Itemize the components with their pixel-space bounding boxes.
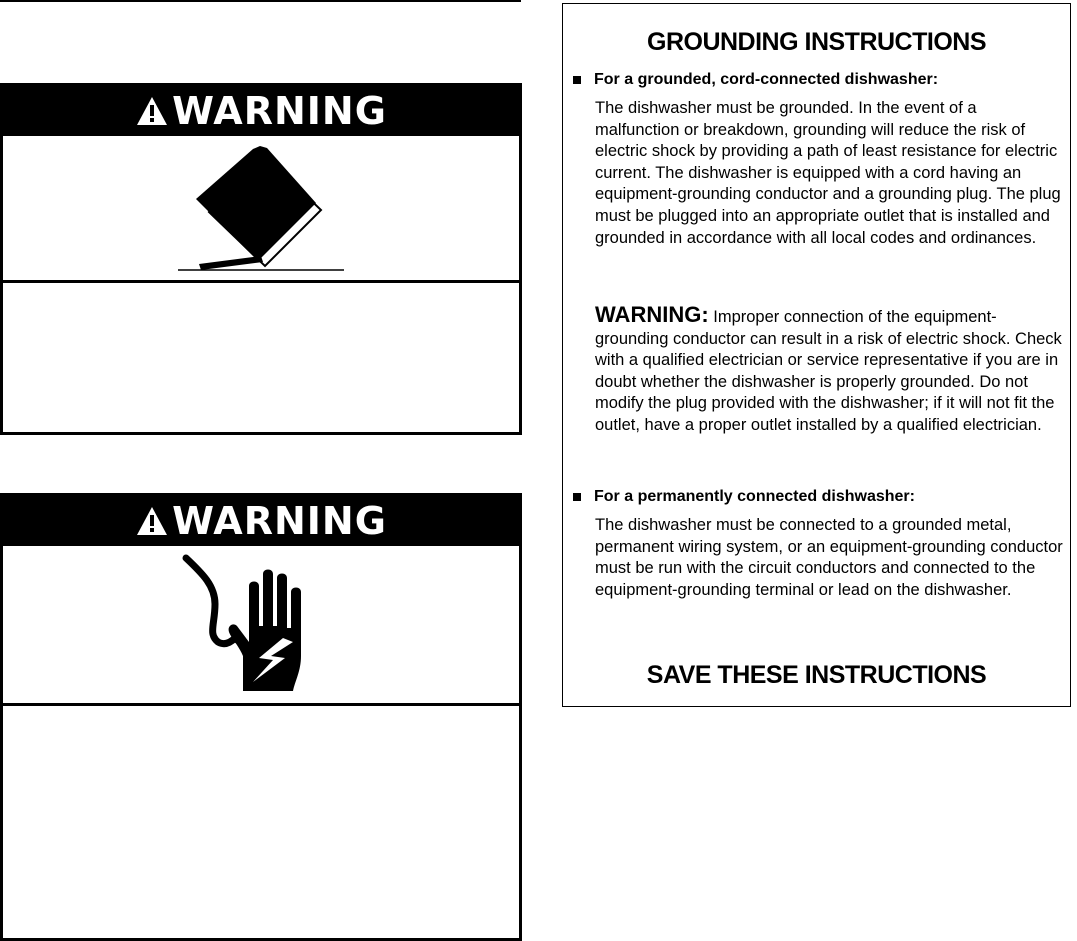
cord-connected-text: The dishwasher must be grounded. In the event of a malfunction or breakdown, grounding will reduce the risk of electric shock by providing a path of least resistance for electric current. The dishwasher is equipped with a cord having an equipment-grounding conductor and a grounding plug. The plug must be plugged into an appropriate outlet that is installed and grounded in accordance with all local codes and ordinances. <box>595 99 1061 247</box>
electric-shock-pictogram <box>3 546 519 706</box>
cord-connected-heading-text: For a grounded, cord-connected dishwasher: <box>594 71 939 88</box>
cord-connected-heading <box>573 71 938 89</box>
grounding-title: GROUNDING INSTRUCTIONS <box>647 28 986 56</box>
permanently-connected-heading-text: For a permanently connected dishwasher: <box>594 488 915 505</box>
alert-triangle-icon <box>135 505 169 537</box>
warning-signal-word: WARNING <box>172 89 387 133</box>
bullet-square-icon <box>573 76 581 84</box>
bullet-square-icon <box>573 493 581 501</box>
warning-header <box>3 86 519 136</box>
permanently-connected-heading <box>573 488 915 506</box>
grounding-warning-text: Improper connection of the equipment-grounding conductor can result in a risk of electric shock. Check with a qualified electrician or service representative if you are in doubt whether the dishwasher is properly grounded. Do not modify the plug provided with the dishwasher; if it will not fit the outlet, have a proper outlet installed by a qualified electrician. <box>595 308 1062 434</box>
grounding-warning-label: WARNING: <box>595 302 709 327</box>
warning-signal-word: WARNING <box>172 499 387 543</box>
permanently-connected-text: The dishwasher must be connected to a grounded metal, permanent wiring system, or an equipment-grounding conductor must be run with the circuit conductors and connected to the equipment-grounding terminal or lead on the dishwasher. <box>595 516 1063 599</box>
electric-shock-icon <box>3 546 519 703</box>
top-rule <box>0 0 521 2</box>
tip-over-pictogram <box>3 136 519 283</box>
save-instructions-footer: SAVE THESE INSTRUCTIONS <box>646 661 987 689</box>
alert-triangle-icon <box>135 95 169 127</box>
grounding-instructions-box <box>562 3 1071 707</box>
tip-over-icon <box>3 136 519 280</box>
tip-over-warning-box <box>0 83 522 435</box>
grounding-warning-paragraph <box>595 304 1065 437</box>
electric-shock-warning-box <box>0 493 522 941</box>
warning-header <box>3 496 519 546</box>
